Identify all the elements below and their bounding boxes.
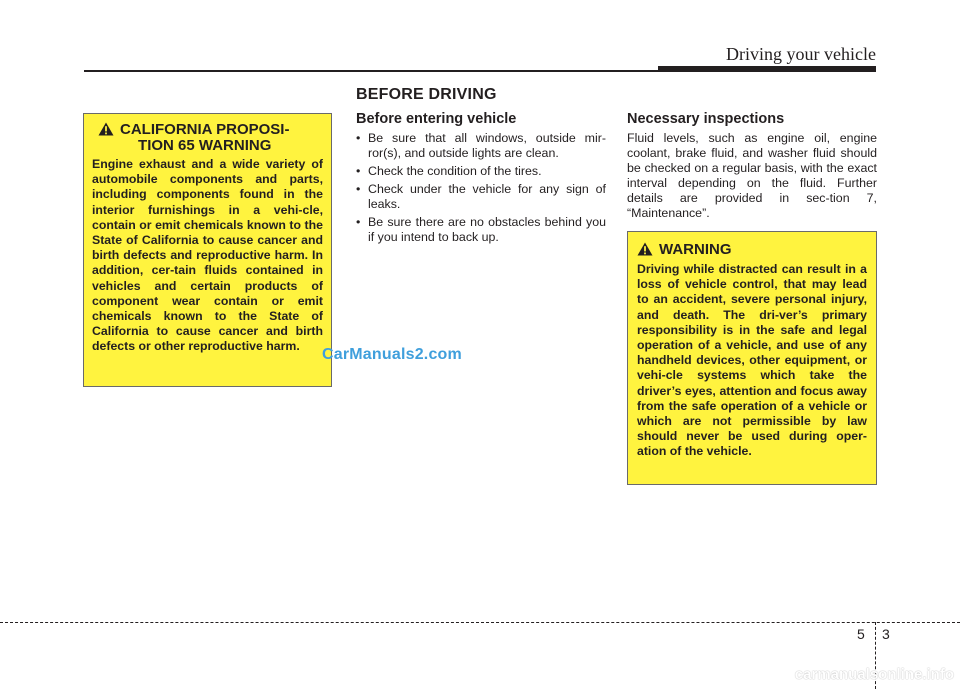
driving-warning-title [637, 242, 867, 258]
header-rule-thin [84, 70, 662, 72]
california-warning-title [92, 122, 323, 154]
list-item: • Check the condition of the tires. [356, 164, 606, 179]
section-heading: BEFORE DRIVING [356, 86, 497, 103]
california-warning-body: Engine exhaust and a wide variety of automobile components and parts, including components found in the interior furnishings in a vehi-cle, contain or emit chemicals known to the State of California to cause cancer and birth defects and reproductive harm. In addition, cer-tain fluids contained in vehicles and certain products of component wear contain or emit chemicals known to the State of California to cause cancer and birth defects or other reproductive harm. [92, 157, 323, 354]
list-item: • Check under the vehicle for any sign of leaks. [356, 182, 606, 212]
driving-warning-box [627, 231, 877, 485]
page-chapter: 5 [857, 626, 865, 642]
california-warning-title-text [120, 122, 289, 154]
header-title: Driving your vehicle [726, 44, 876, 64]
warning-triangle-icon [98, 122, 114, 136]
inspections-heading: Necessary inspections [627, 111, 785, 127]
warning-triangle-icon [637, 242, 653, 256]
california-warning-box [83, 113, 332, 387]
inspections-section [627, 111, 877, 221]
california-warning-title-line2: TION 65 WARNING [138, 137, 272, 154]
list-item: • Be sure there are no obstacles behind you if you intend to back up. [356, 215, 606, 245]
before-entering-heading: Before entering vehicle [356, 111, 517, 127]
driving-warning-title-text: WARNING [659, 241, 732, 258]
before-entering-section [356, 111, 606, 248]
page-number: 3 [882, 626, 890, 642]
california-warning-title-line1: CALIFORNIA PROPOSI- [120, 121, 290, 138]
watermark-footer: carmanualsonline.info [794, 666, 954, 683]
before-entering-list [356, 131, 606, 245]
header-rule-thick [658, 66, 876, 72]
footer-dashed-rule [0, 622, 960, 623]
watermark-carmanuals: CarManuals2.com [322, 346, 462, 363]
list-item: • Be sure that all windows, outside mir-ror(s), and outside lights are clean. [356, 131, 606, 161]
driving-warning-body: Driving while distracted can result in a loss of vehicle control, that may lead to an accident, severe personal injury, and death. The dri-ver’s primary responsibility is in the safe and legal operation of a vehicle, and use of any handheld devices, other equipment, or vehi-cle systems which take the driver’s eyes, attention and focus away from the safe operation of a vehicle or which are not permissible by law should never be used during oper-ation of the vehicle. [637, 262, 867, 459]
inspections-body: Fluid levels, such as engine oil, engine coolant, brake fluid, and washer fluid should be checked on a regular basis, with the exact interval depending on the fluid. Further details are provided in sec-tion 7, “Maintenance”. [627, 131, 877, 220]
